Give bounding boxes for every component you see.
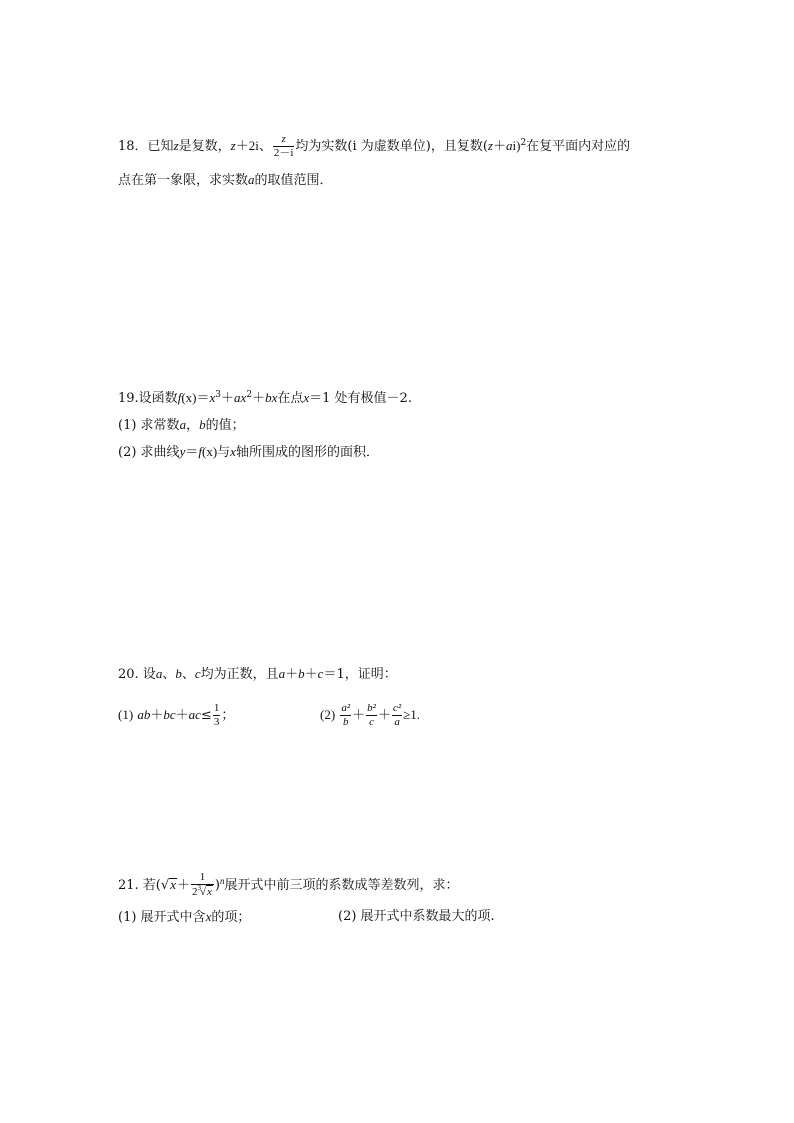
q19-number: 19.设函数 [118,391,178,406]
q20-line1: 20. 设a、b、c均为正数，且a＋b＋c＝1，证明： [118,666,397,682]
q18-line2: 点在第一象限，求实数a的取值范围． [118,172,333,188]
q19-part2: (2) 求曲线y＝f(x)与x轴所围成的图形的面积． [118,444,379,460]
q21-fraction: $\frac{1}{2^3√x}$ [191,871,212,898]
q19-line1: 19.设函数$f(x)=x^3+ax^2+bx$在点x＝1 处有极值－2. [118,390,412,406]
q21-number: 21. 若( [118,878,161,893]
q20-part2: (2) $\frac{\text{a²}}{b}$ ＋ $\frac{\text{b²}}{c}$ ＋ $\frac{\text{c²}}{a}$ ≥1. [320,702,421,728]
q21-part1: (1) 展开式中含x的项； [118,909,251,925]
q20-frac-b2-c: $\frac{\text{b²}}{c}$ [367,702,376,728]
q21-line1: 21. 若(√x＋ $\frac{1}{2^3√x}$ )$^n$展开式中前三项的系数成等差数列，求： [118,871,459,898]
q20-number: 20. 设 [118,667,156,682]
q18-line1: 18．已知z是复数，z＋2i、 $\frac{z}{2-i}$ 均为实数(i 为虚数单位)，且复数$(z+ai)^2$在复平面内对应的 [118,133,631,159]
q18-fraction: $\frac{z}{2-i}$ [273,133,294,159]
q19-part1: (1) 求常数a，b的值； [118,417,245,433]
q20-frac-a2-b: $\frac{\text{a²}}{b}$ [341,702,351,728]
q20-frac-c2-a: $\frac{\text{c²}}{a}$ [392,702,402,728]
q18-number: 18 [118,139,135,154]
q21-part2: (2) 展开式中系数最大的项. [338,909,495,924]
q20-one-third: $\frac{1}{3}$ [213,702,220,728]
q20-part1: (1) ab＋bc＋ac≤ $\frac{1}{3}$ ； [118,702,235,728]
sqrt-x: √x [160,877,176,893]
